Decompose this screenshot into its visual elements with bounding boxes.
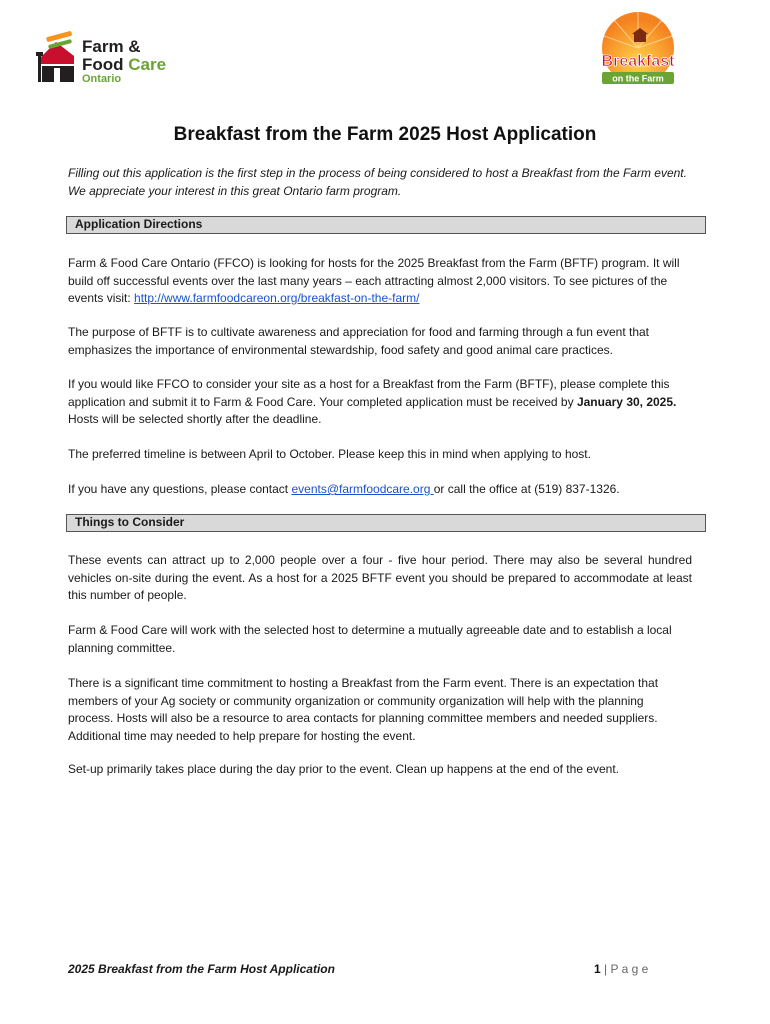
consider-paragraph-2: Farm & Food Care will work with the selected host to determine a mutually agreeable date and to establish a local planning committee. <box>68 623 672 655</box>
section-heading-application-directions: Application Directions <box>66 216 706 234</box>
intro-paragraph: Filling out this application is the first step in the process of being considered to host a Breakfast from the Farm event. We appreciate your interest in this great Ontario farm program. <box>68 166 687 198</box>
bftf-logo-subtitle: on the Farm <box>612 73 664 84</box>
consider-paragraph-3: There is a significant time commitment to hosting a Breakfast from the Farm event. There is an expectation that members of your Ag society or community organization or community organization will help with the planning process. Hosts will also be a resource to area contacts for planning committee members and needed suppliers. Additional time may needed to help prepare for hosting the event. <box>68 676 659 743</box>
footer-page-number: 1 | P a g e <box>594 962 649 976</box>
ffco-logo <box>36 28 176 84</box>
footer-document-title: 2025 Breakfast from the Farm Host Application <box>68 962 335 976</box>
section-heading-things-to-consider: Things to Consider <box>66 514 706 532</box>
ffco-logo-line1: Farm & <box>82 37 141 56</box>
directions-paragraph-5: If you have any questions, please contact events@farmfoodcare.org or call the office at (519) 837-1326. <box>68 482 620 496</box>
bftf-logo-icon <box>598 10 678 88</box>
directions-paragraph-1: Farm & Food Care Ontario (FFCO) is looking for hosts for the 2025 Breakfast from the Farm (BFTF) program. It will build off successful events over the last many years – each attracting almost 2,000 visitors. To see pictures of the events visit: http://www.farmfoodcareon.org/breakfast-on-the-farm/ <box>68 256 680 305</box>
bftf-logo-title: Breakfast <box>601 53 675 70</box>
events-email-link[interactable]: events@farmfoodcare.org <box>291 482 434 496</box>
directions-paragraph-4: The preferred timeline is between April to October. Please keep this in mind when applying to host. <box>68 447 591 461</box>
ffco-logo-line2: Food Care <box>82 55 167 74</box>
deadline-date: January 30, 2025. <box>576 394 677 409</box>
consider-paragraph-4: Set-up primarily takes place during the day prior to the event. Clean up happens at the end of the event. <box>68 762 620 776</box>
page-title: Breakfast from the Farm 2025 Host Application <box>173 124 597 145</box>
bftf-website-link[interactable]: http://www.farmfoodcareon.org/breakfast-on-the-farm/ <box>134 291 420 305</box>
directions-paragraph-3: If you would like FFCO to consider your site as a host for a Breakfast from the Farm (BFTF), please complete this application and submit it to Farm & Food Care. Your completed application must be received by January 30, 2025. Hosts will be selected shortly after the deadline. <box>68 377 677 426</box>
directions-paragraph-2: The purpose of BFTF is to cultivate awareness and appreciation for food and farming through a fun event that emphasizes the importance of environmental stewardship, food safety and good animal care practices. <box>68 325 650 357</box>
consider-paragraph-1: These events can attract up to 2,000 people over a four - five hour period. There may also be several hundred vehicles on-site during the event. As a host for a 2025 BFTF event you should be prepared to accommodate at least this number of people. <box>68 553 692 602</box>
ffco-logo-mark-icon <box>36 28 78 84</box>
ffco-logo-line3: Ontario <box>82 73 122 85</box>
